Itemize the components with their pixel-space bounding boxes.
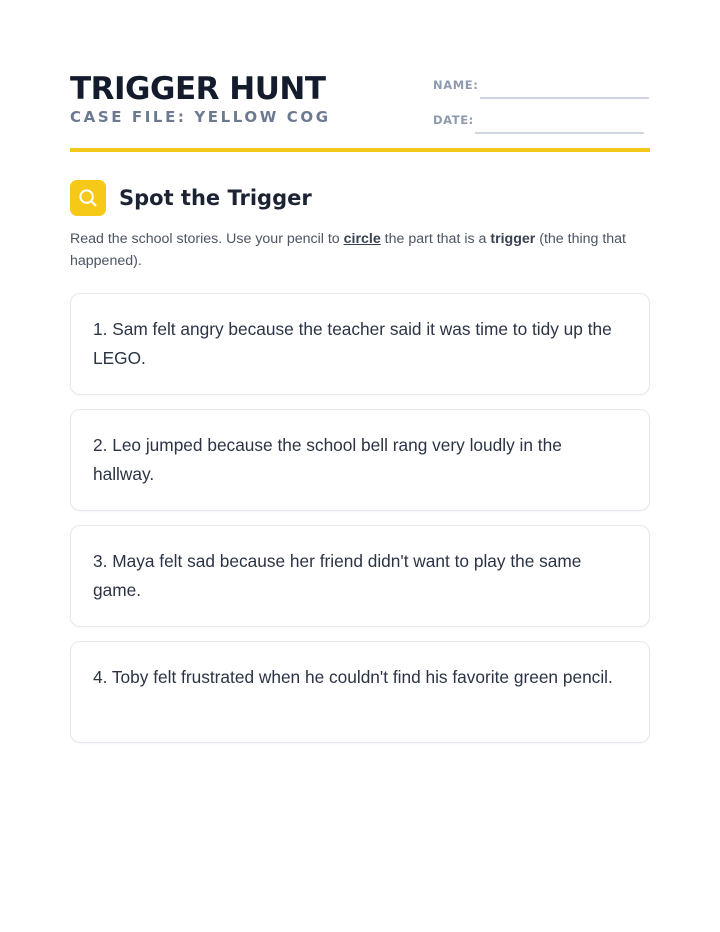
date-label: DATE: — [433, 113, 474, 127]
story-card — [70, 409, 650, 511]
worksheet-title: TRIGGER HUNT — [70, 71, 326, 107]
story-card — [70, 641, 650, 743]
section-title: Spot the Trigger — [119, 186, 312, 210]
story-card — [70, 525, 650, 627]
instructions-text: (the thing that happened). — [70, 231, 626, 269]
story-text: 4. Toby felt frustrated when he couldn't find his favorite green pencil. — [93, 667, 613, 687]
story-card — [70, 293, 650, 395]
story-text: 2. Leo jumped because the school bell rang very loudly in the hallway. — [93, 435, 562, 484]
name-label: NAME: — [433, 78, 479, 92]
story-list — [70, 293, 650, 757]
instructions-text: Read the school stories. Use your pencil to — [70, 231, 344, 247]
instructions-circle-word: circle — [343, 231, 381, 247]
worksheet-header — [70, 70, 650, 150]
story-text: 3. Maya felt sad because her friend didn't want to play the same game. — [93, 551, 582, 600]
header-divider — [70, 148, 650, 152]
search-icon — [70, 180, 106, 216]
name-write-line — [480, 97, 649, 99]
instructions-trigger-word: trigger — [490, 231, 536, 247]
date-write-line — [475, 132, 644, 134]
instructions — [70, 229, 650, 272]
instructions-text: the part that is a — [380, 231, 491, 247]
story-text: 1. Sam felt angry because the teacher said it was time to tidy up the LEGO. — [93, 319, 612, 368]
case-file-subtitle: CASE FILE: YELLOW COG — [70, 108, 331, 126]
